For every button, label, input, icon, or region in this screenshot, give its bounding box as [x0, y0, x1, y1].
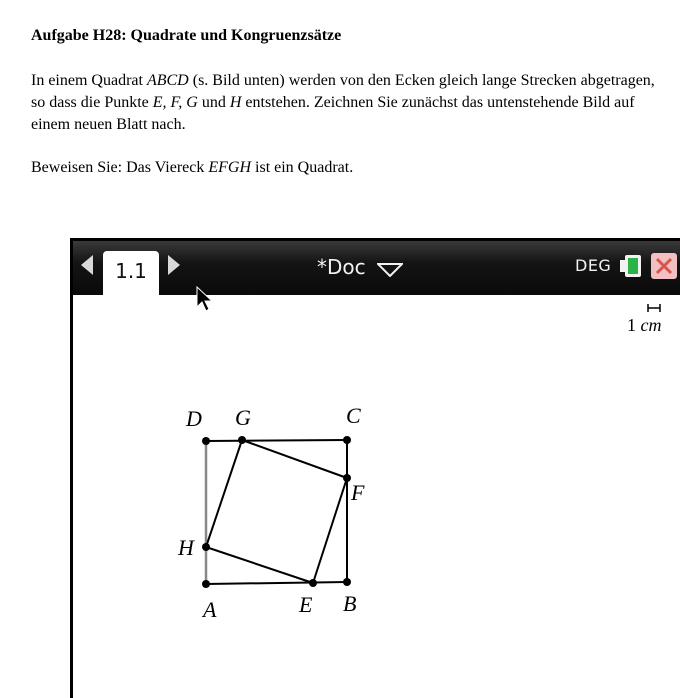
point-a	[202, 580, 210, 588]
text-span: und	[197, 94, 230, 111]
math-abcd: ABCD	[146, 72, 189, 89]
label-h: H	[178, 535, 194, 560]
scale-unit: cm	[640, 315, 662, 335]
side-fg	[242, 440, 347, 478]
text-span: entstehen. Zeichnen Sie zunächst das untenstehende Bild auf einem neuen Blatt nach.	[31, 94, 635, 133]
side-ab	[206, 582, 347, 584]
text-span: Beweisen Sie: Das Viereck	[31, 159, 209, 176]
point-b	[343, 578, 351, 586]
point-d	[202, 437, 210, 445]
geometry-figure	[73, 241, 680, 691]
task-paragraph-1	[31, 70, 671, 136]
text-span: ist ein Quadrat.	[251, 159, 354, 176]
math-efgh: EFGH	[208, 159, 252, 176]
side-ef	[313, 478, 347, 583]
point-c	[343, 436, 351, 444]
point-g	[238, 436, 246, 444]
label-b: B	[343, 591, 357, 616]
label-d: D	[186, 406, 202, 431]
scale-value: 1	[627, 315, 636, 335]
point-f	[343, 474, 351, 482]
math-efg: E, F, G	[152, 94, 198, 111]
side-gh	[206, 440, 242, 547]
point-h	[202, 543, 210, 551]
label-c: C	[346, 403, 361, 428]
angle-mode-label: DEG	[575, 256, 612, 275]
document-title[interactable]: *Doc	[317, 255, 366, 279]
label-e: E	[299, 592, 313, 617]
calculator-screen	[70, 238, 680, 698]
point-e	[309, 579, 317, 587]
math-h: H	[229, 94, 242, 111]
text-span: (s. Bild unten) werden von den Ecken gleich lange Strecken abgetragen, so dass die Punkte	[31, 72, 655, 111]
label-a: A	[203, 597, 217, 622]
text-span: In einem Quadrat	[31, 72, 147, 89]
side-he	[206, 547, 313, 583]
label-g: G	[235, 405, 251, 430]
tab-label: 1.1	[115, 259, 147, 283]
task-title: Aufgabe H28: Quadrate und Kongruenzsätze	[31, 27, 342, 44]
task-paragraph-2	[31, 157, 353, 179]
side-cd	[206, 440, 347, 441]
label-f: F	[351, 480, 365, 505]
